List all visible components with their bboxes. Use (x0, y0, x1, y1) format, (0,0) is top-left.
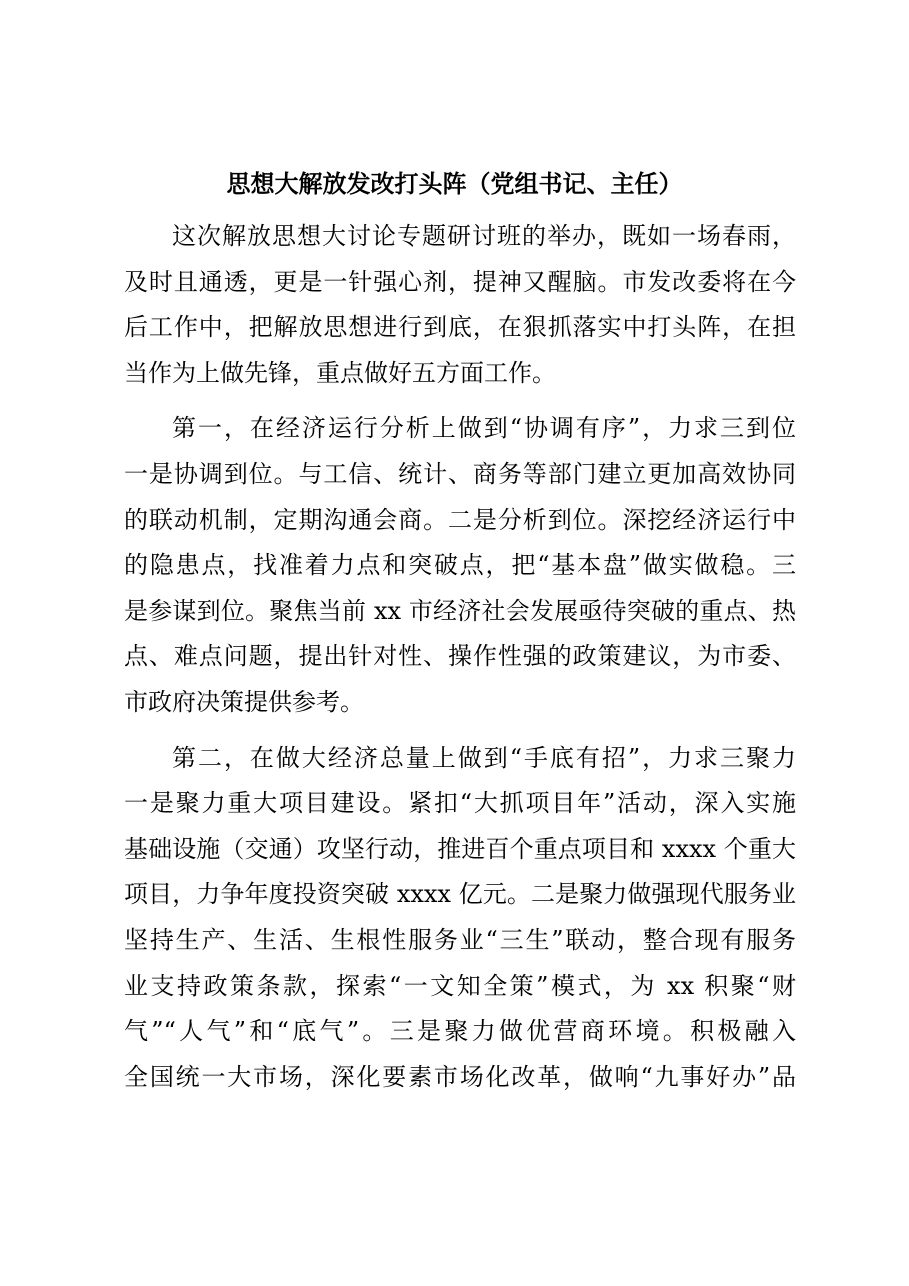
text-line: 市政府决策提供参考。 (124, 687, 364, 716)
text-line: 是参谋到位。聚焦当前 xx 市经济社会发展亟待突破的重点、热 (124, 596, 796, 625)
text-line: 气”“人气”和“底气”。三是聚力做优营商环境。积极融入 (124, 1017, 796, 1046)
text-line: 一是聚力重大项目建设。紧扣“大抓项目年”活动，深入实施 (124, 789, 796, 818)
text-line: 全国统一大市场，深化要素市场化改革，做响“九事好办”品 (124, 1062, 796, 1091)
text-line: 坚持生产、生活、生根性服务业“三生”联动，整合现有服务 (124, 925, 796, 954)
paragraph-3 (124, 736, 796, 1101)
paragraph-2 (124, 406, 796, 725)
text-line: 及时且通透，更是一针强心剂，提神又醒脑。市发改委将在今 (124, 267, 796, 296)
text-line: 当作为上做先锋，重点做好五方面工作。 (124, 358, 556, 387)
text-line: 一是协调到位。与工信、统计、商务等部门建立更加高效协同 (124, 459, 796, 488)
document-body (124, 214, 796, 1100)
text-line: 这次解放思想大讨论专题研讨班的举办，既如一场春雨， (172, 222, 796, 250)
text-line: 第二，在做大经济总量上做到“手底有招”，力求三聚力 (172, 743, 796, 772)
text-line: 后工作中，把解放思想进行到底，在狠抓落实中打头阵，在担 (124, 313, 796, 342)
document-title: 思想大解放发改打头阵（党组书记、主任） (226, 169, 683, 198)
paragraph-1 (124, 214, 796, 396)
text-line: 基础设施（交通）攻坚行动，推进百个重点项目和 xxxx 个重大 (124, 834, 796, 863)
text-line: 的联动机制，定期沟通会商。二是分析到位。深挖经济运行中 (124, 505, 796, 534)
text-line: 业支持政策条款，探索“一文知全策”模式，为 xx 积聚“财 (124, 971, 796, 1000)
text-line: 项目，力争年度投资突破 xxxx 亿元。二是聚力做强现代服务业 (124, 880, 796, 909)
text-line: 第一，在经济运行分析上做到“协调有序”，力求三到位 (172, 414, 796, 443)
text-line: 的隐患点，找准着力点和突破点，把“基本盘”做实做稳。三 (124, 551, 796, 580)
text-line: 点、难点问题，提出针对性、操作性强的政策建议，为市委、 (124, 642, 796, 671)
